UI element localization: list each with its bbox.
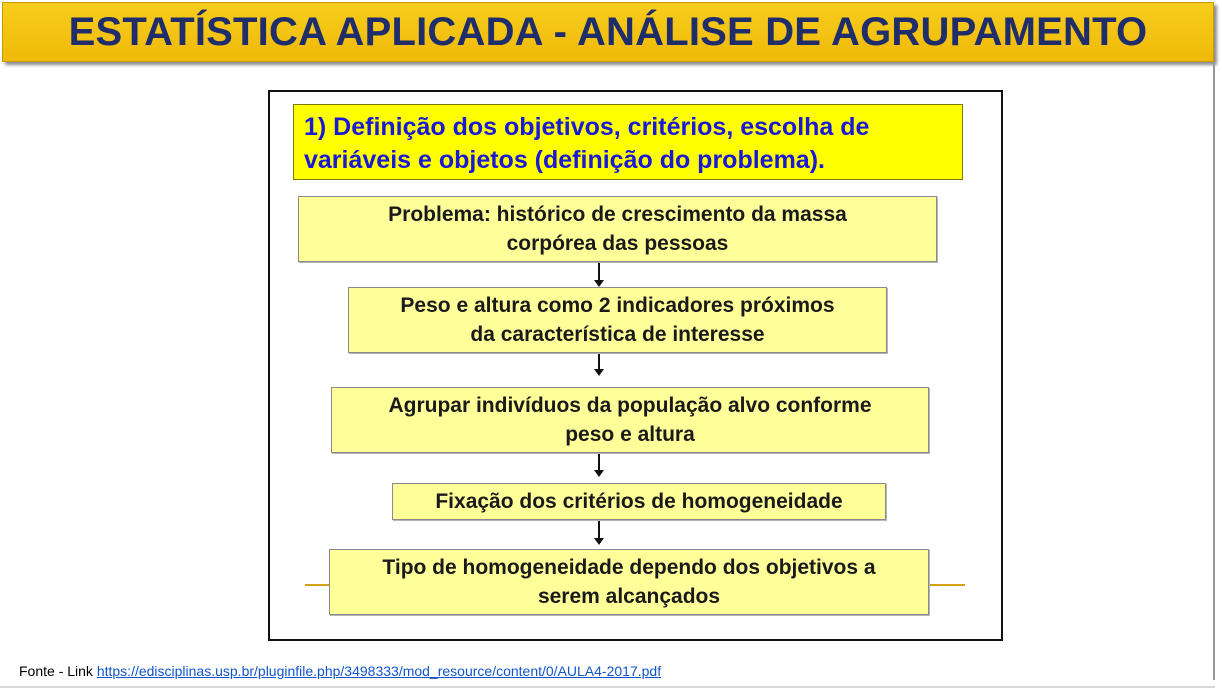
diagram-heading-line-2: variáveis e objetos (definição do problema). bbox=[304, 146, 825, 174]
source-prefix: Fonte - Link bbox=[19, 663, 97, 679]
step-box-criteria bbox=[392, 483, 886, 520]
step-3-line-1: Agrupar indivíduos da população alvo conforme bbox=[388, 394, 872, 417]
step-1-line-1: Problema: histórico de crescimento da massa bbox=[388, 203, 847, 226]
arrow-down-icon bbox=[594, 454, 604, 477]
slide-title: ESTATÍSTICA APLICADA - ANÁLISE DE AGRUPAMENTO bbox=[68, 9, 1148, 54]
arrow-down-icon bbox=[594, 263, 604, 287]
step-5-line-1: Tipo de homogeneidade dependo dos objetivos a bbox=[382, 556, 876, 579]
right-edge-shadow bbox=[1213, 62, 1215, 680]
step-4-line-1: Fixação dos critérios de homogeneidade bbox=[435, 490, 843, 513]
bottom-edge-line bbox=[0, 686, 1215, 688]
source-link[interactable]: https://edisciplinas.usp.br/pluginfile.php/3498333/mod_resource/content/0/AULA4-2017.pdf bbox=[96, 663, 662, 679]
step-2-line-2: da característica de interesse bbox=[470, 323, 765, 346]
step-5-line-2: serem alcançados bbox=[537, 585, 721, 608]
step-2-line-1: Peso e altura como 2 indicadores próximos bbox=[400, 294, 835, 317]
diagram-heading-line-1: 1) Definição dos objetivos, critérios, escolha de bbox=[304, 113, 870, 141]
title-banner bbox=[2, 2, 1214, 62]
step-box-indicators bbox=[348, 287, 887, 353]
step-1-line-2: corpórea das pessoas bbox=[506, 232, 729, 255]
step-box-grouping bbox=[331, 387, 929, 453]
step-box-homogeneity bbox=[329, 549, 929, 615]
step-box-problem bbox=[298, 196, 937, 262]
diagram-heading-box bbox=[293, 104, 963, 180]
orange-divider-right bbox=[925, 584, 965, 586]
arrow-down-icon bbox=[594, 354, 604, 376]
arrow-down-icon bbox=[594, 521, 604, 545]
source-footer bbox=[19, 663, 661, 679]
step-3-line-2: peso e altura bbox=[565, 423, 695, 446]
